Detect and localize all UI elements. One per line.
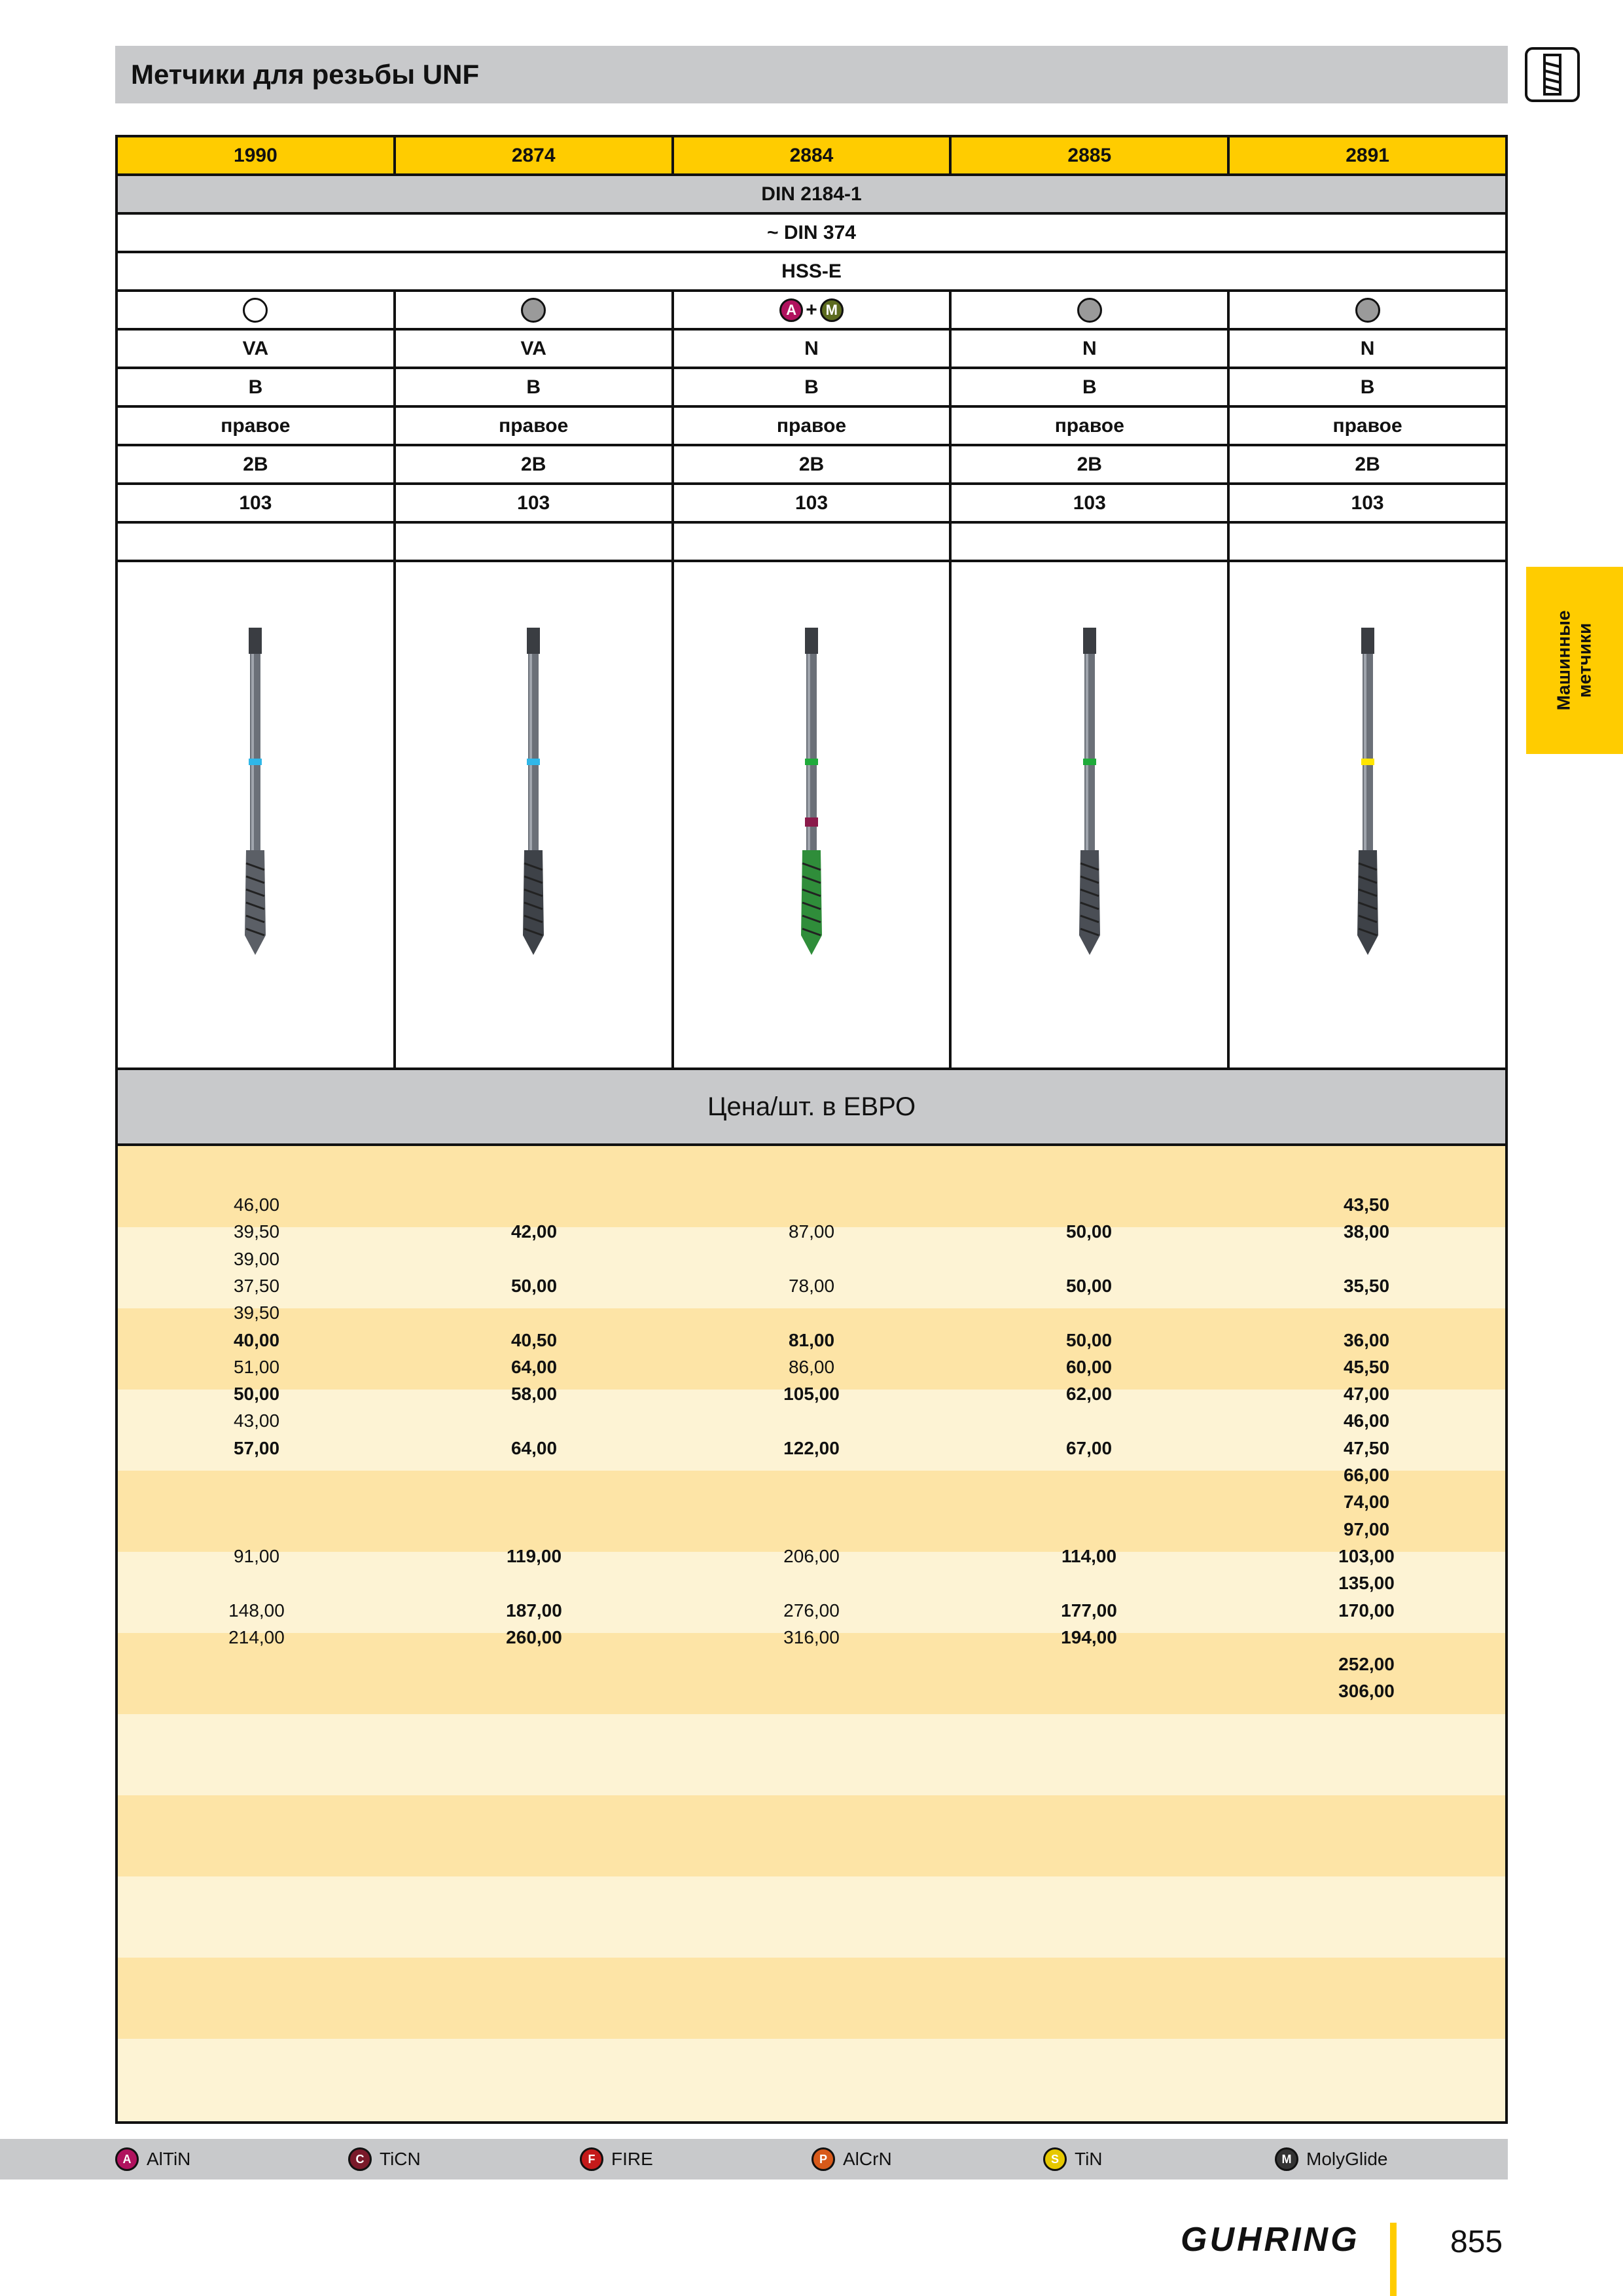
article-number-row — [118, 137, 1505, 176]
coating-cell — [952, 292, 1230, 328]
tolerance: 2B — [952, 446, 1230, 482]
price-value: 276,00 — [783, 1600, 840, 1621]
legend-label: AlTiN — [147, 2149, 191, 2169]
similar-standard: ~ DIN 374 — [767, 221, 856, 243]
price-value: 40,00 — [233, 1329, 280, 1350]
price-value: 86,00 — [788, 1356, 835, 1377]
price-value: 35,50 — [1343, 1275, 1390, 1296]
price-value: 50,00 — [510, 1275, 558, 1296]
price-value: 170,00 — [1338, 1600, 1395, 1621]
price-value: 260,00 — [506, 1626, 562, 1647]
coating-badge-icon: M — [1275, 2147, 1298, 2171]
similar-standard-row — [118, 215, 1505, 253]
tap-tool-image — [514, 628, 553, 968]
footer-accent — [1390, 2223, 1397, 2296]
norm-ref-row — [118, 485, 1505, 524]
legend-label: MolyGlide — [1306, 2149, 1388, 2169]
product-table — [115, 135, 1508, 2124]
coating-cell — [118, 292, 396, 328]
tolerance: 2B — [118, 446, 396, 482]
price-value: 45,50 — [1343, 1356, 1390, 1377]
tolerance: 2B — [396, 446, 674, 482]
coating-cell — [674, 292, 952, 328]
tool-image-row — [118, 562, 1505, 1070]
price-value: 316,00 — [783, 1626, 840, 1647]
price-value: 91,00 — [233, 1545, 280, 1566]
coating-badge-icon: P — [812, 2147, 835, 2171]
brand-logo: GUHRING — [1181, 2221, 1360, 2259]
tool-image-cell — [118, 562, 396, 1067]
application: VA — [396, 331, 674, 367]
price-value: 51,00 — [233, 1356, 280, 1377]
price-value: 40,50 — [510, 1329, 558, 1350]
page-title-bar — [115, 46, 1508, 103]
price-value: 46,00 — [1343, 1410, 1390, 1431]
legend-label: TiCN — [380, 2149, 421, 2169]
price-value: 47,00 — [1343, 1384, 1390, 1405]
legend-item — [348, 2147, 421, 2171]
coating-legend — [0, 2139, 1508, 2179]
price-value: 42,00 — [510, 1221, 558, 1242]
tap-tool-image — [1348, 628, 1387, 968]
coating-badge-icon: C — [348, 2147, 372, 2171]
price-value: 114,00 — [1061, 1545, 1117, 1566]
application: VA — [118, 331, 396, 367]
price-header: Цена/шт. в ЕВРО — [118, 1070, 1505, 1146]
price-value: 50,00 — [1065, 1275, 1113, 1296]
price-value: 187,00 — [506, 1600, 562, 1621]
price-column — [673, 1146, 950, 2121]
price-value: 50,00 — [1065, 1221, 1113, 1242]
coating-plus: + — [806, 298, 817, 321]
article-number: 2885 — [952, 137, 1230, 173]
price-value: 43,50 — [1343, 1194, 1390, 1215]
chamfer: B — [118, 369, 396, 405]
price-area — [118, 1146, 1505, 2121]
tap-icon — [1525, 47, 1580, 102]
price-value: 177,00 — [1061, 1600, 1117, 1621]
price-value: 39,50 — [233, 1221, 280, 1242]
price-column — [118, 1146, 395, 2121]
thread-direction: правое — [674, 408, 952, 444]
price-column — [950, 1146, 1228, 2121]
coating-badge-icon: A — [115, 2147, 139, 2171]
section-tab[interactable] — [1526, 567, 1623, 754]
thread-direction: правое — [396, 408, 674, 444]
coating-row — [118, 292, 1505, 331]
price-value: 39,00 — [233, 1248, 280, 1269]
tolerance: 2B — [1355, 453, 1380, 475]
chamfer: B — [674, 369, 952, 405]
thread-direction: правое — [1332, 414, 1402, 437]
tap-tool-image — [792, 628, 831, 968]
price-value: 60,00 — [1065, 1356, 1113, 1377]
price-value: 66,00 — [1343, 1465, 1390, 1485]
coating-cell — [396, 292, 674, 328]
legend-item — [1043, 2147, 1103, 2171]
price-value: 148,00 — [228, 1600, 285, 1621]
section-tab-line-2: метчики — [1575, 622, 1596, 698]
chamfer: B — [396, 369, 674, 405]
article-number: 1990 — [118, 137, 396, 173]
chamfer: B — [1360, 376, 1375, 398]
tool-image-cell — [674, 562, 952, 1067]
page-number: 855 — [1450, 2225, 1503, 2259]
legend-item — [1275, 2147, 1387, 2171]
legend-label: AlCrN — [843, 2149, 892, 2169]
material-row — [118, 253, 1505, 292]
chamfer-row — [118, 369, 1505, 408]
price-value: 43,00 — [233, 1410, 280, 1431]
tolerance-row — [118, 446, 1505, 485]
price-value: 64,00 — [510, 1437, 558, 1458]
price-value: 46,00 — [233, 1194, 280, 1215]
article-number: 2884 — [674, 137, 952, 173]
standard-row — [118, 176, 1505, 215]
price-value: 122,00 — [783, 1437, 840, 1458]
price-value: 38,00 — [1343, 1221, 1390, 1242]
price-value: 36,00 — [1343, 1329, 1390, 1350]
legend-item — [580, 2147, 653, 2171]
price-value: 57,00 — [233, 1437, 280, 1458]
article-number: 2891 — [1346, 144, 1389, 166]
norm-ref: 103 — [118, 485, 396, 521]
material: HSS-E — [781, 260, 842, 282]
empty-row — [118, 524, 1505, 562]
page-title: Метчики для резьбы UNF — [131, 59, 480, 90]
application: N — [674, 331, 952, 367]
price-value: 105,00 — [783, 1384, 840, 1405]
price-value: 39,50 — [233, 1302, 280, 1323]
price-value: 306,00 — [1338, 1681, 1395, 1702]
tool-image-cell — [952, 562, 1230, 1067]
price-value: 87,00 — [788, 1221, 835, 1242]
norm-ref: 103 — [674, 485, 952, 521]
price-value: 214,00 — [228, 1626, 285, 1647]
molyglide-coating-icon: M — [820, 298, 844, 322]
application: N — [952, 331, 1230, 367]
price-value: 58,00 — [510, 1384, 558, 1405]
section-tab-line-1: Машинные — [1554, 610, 1575, 711]
tolerance: 2B — [674, 446, 952, 482]
legend-label: FIRE — [611, 2149, 653, 2169]
price-value: 50,00 — [1065, 1329, 1113, 1350]
tool-image-cell — [396, 562, 674, 1067]
standard: DIN 2184-1 — [761, 183, 862, 205]
tap-tool-image — [1070, 628, 1109, 968]
legend-label: TiN — [1075, 2149, 1103, 2169]
chamfer: B — [952, 369, 1230, 405]
price-column — [1228, 1146, 1505, 2121]
legend-item — [812, 2147, 892, 2171]
application-row — [118, 331, 1505, 369]
coating-cell — [1230, 292, 1505, 328]
price-value: 62,00 — [1065, 1384, 1113, 1405]
price-value: 47,50 — [1343, 1437, 1390, 1458]
norm-ref: 103 — [1351, 492, 1384, 514]
price-value: 206,00 — [783, 1545, 840, 1566]
tool-image-cell — [1230, 562, 1505, 1067]
price-value: 37,50 — [233, 1275, 280, 1296]
price-value: 81,00 — [788, 1329, 835, 1350]
norm-ref: 103 — [952, 485, 1230, 521]
price-value: 97,00 — [1343, 1518, 1390, 1539]
price-value: 64,00 — [510, 1356, 558, 1377]
application: N — [1360, 337, 1375, 359]
coated-icon — [1077, 298, 1102, 323]
price-column — [395, 1146, 673, 2121]
price-value: 194,00 — [1061, 1626, 1117, 1647]
price-value: 50,00 — [233, 1384, 280, 1405]
coating-badge-icon: F — [580, 2147, 603, 2171]
coating-badge-icon: S — [1043, 2147, 1067, 2171]
coated-icon — [1355, 298, 1380, 323]
price-value: 135,00 — [1338, 1573, 1395, 1594]
thread-direction: правое — [118, 408, 396, 444]
article-number: 2874 — [396, 137, 674, 173]
price-value: 67,00 — [1065, 1437, 1113, 1458]
coated-icon — [521, 298, 546, 323]
legend-item — [115, 2147, 190, 2171]
price-value: 103,00 — [1338, 1545, 1395, 1566]
price-value: 252,00 — [1338, 1654, 1395, 1675]
direction-row — [118, 408, 1505, 446]
price-value: 74,00 — [1343, 1492, 1390, 1513]
altin-coating-icon: A — [779, 298, 803, 322]
norm-ref: 103 — [396, 485, 674, 521]
uncoated-icon — [243, 298, 268, 323]
tap-tool-image — [236, 628, 275, 968]
price-value: 78,00 — [788, 1275, 835, 1296]
price-columns — [118, 1146, 1505, 2121]
thread-direction: правое — [952, 408, 1230, 444]
price-value: 119,00 — [506, 1545, 562, 1566]
